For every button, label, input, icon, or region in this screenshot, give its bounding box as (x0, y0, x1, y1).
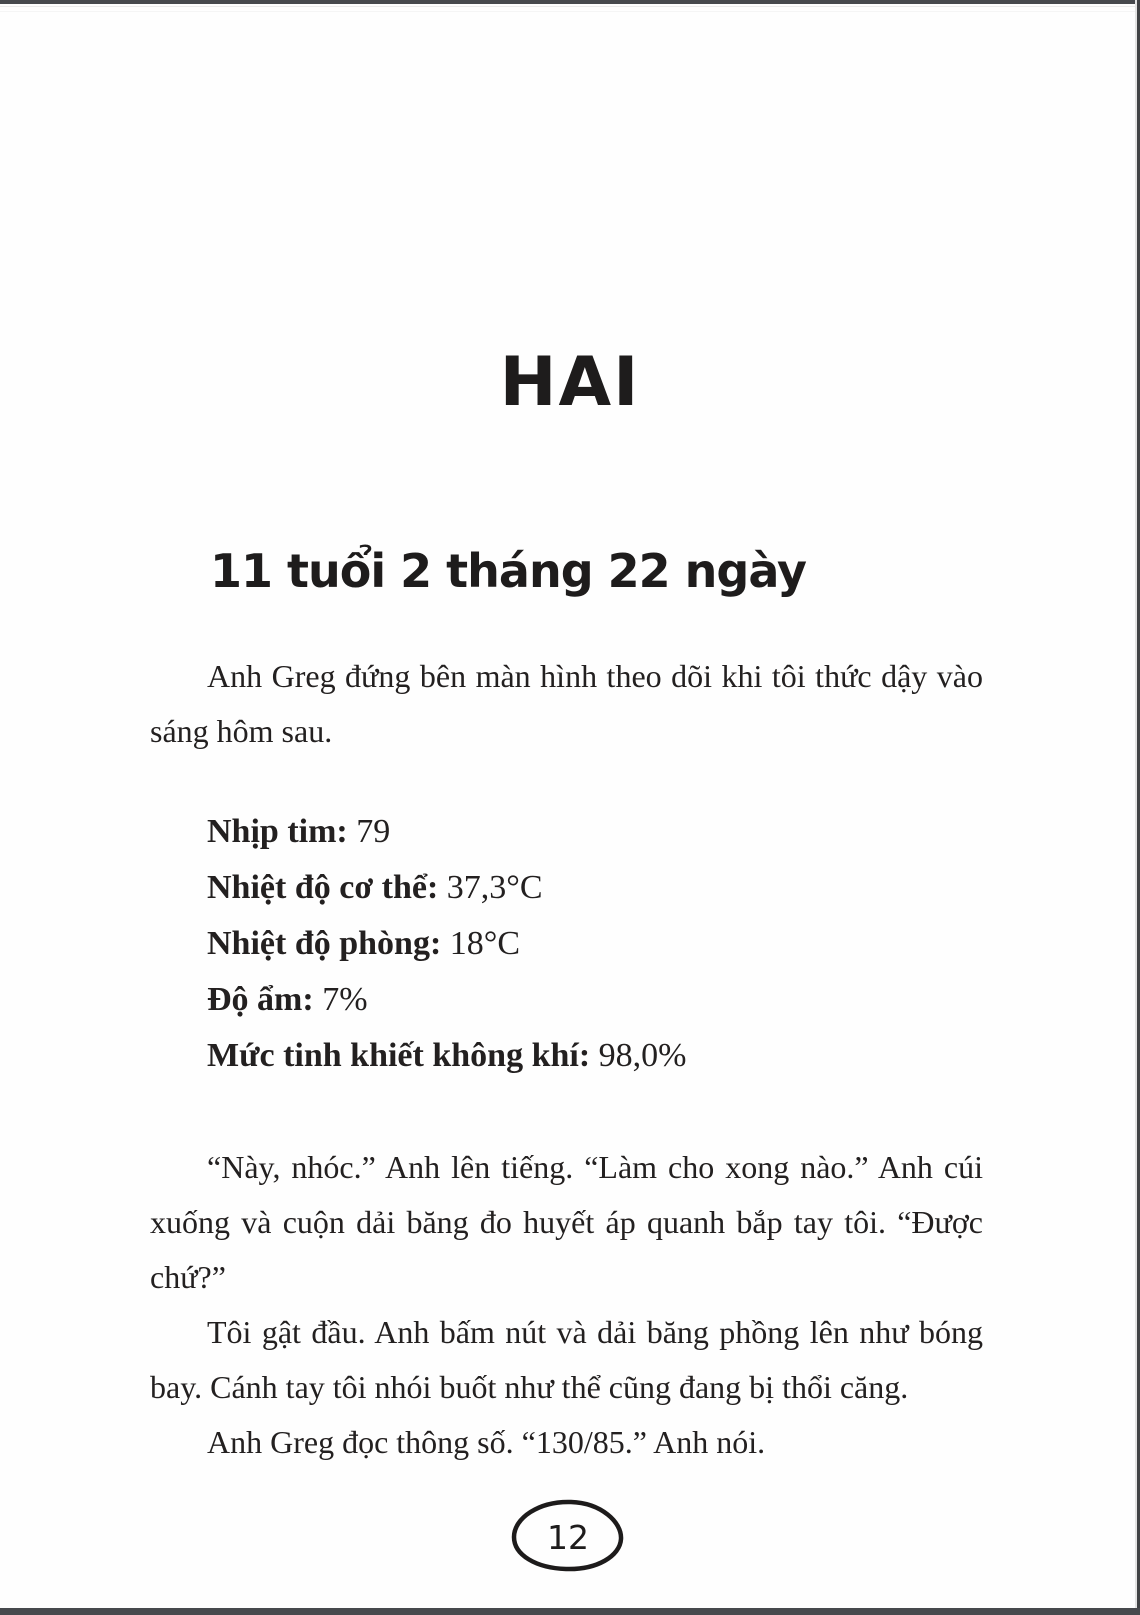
stat-humidity (207, 972, 687, 1028)
top-scan-line (0, 6, 1140, 7)
stat-value: 37,3°C (446, 869, 543, 906)
stat-value: 79 (356, 813, 391, 850)
vitals-list (207, 804, 687, 1084)
stat-air-purity (207, 1028, 687, 1084)
paragraph-narration: Tôi gật đầu. Anh bấm nút và dải băng phồng lên như bóng bay. Cánh tay tôi nhói buốt như thể cũng đang bị thổi căng. (150, 1314, 983, 1405)
chapter-subtitle: 11 tuổi 2 tháng 22 ngày (210, 544, 806, 598)
stat-label: Nhiệt độ cơ thể: (207, 869, 439, 906)
stat-value: 18°C (449, 925, 521, 962)
paragraph-dialogue: “Này, nhóc.” Anh lên tiếng. “Làm cho xong nào.” Anh cúi xuống và cuộn dải băng đo huyết áp quanh bắp tay tôi. “Được chứ?” (150, 1149, 983, 1295)
page-number: 12 (547, 1517, 589, 1557)
stat-room-temperature (207, 916, 687, 972)
stat-label: Độ ẩm: (207, 981, 314, 1018)
stat-body-temperature (207, 860, 687, 916)
stat-heart-rate (207, 804, 687, 860)
chapter-title: HAI (499, 343, 641, 422)
top-scan-line (0, 11, 1140, 12)
page-number-badge (509, 1498, 627, 1574)
paragraph-intro: Anh Greg đứng bên màn hình theo dõi khi tôi thức dậy vào sáng hôm sau. (150, 658, 983, 749)
stat-value: 98,0% (598, 1037, 687, 1074)
stat-value: 7% (322, 981, 368, 1018)
bottom-scan-edge (0, 1608, 1140, 1615)
story-text (150, 1140, 983, 1470)
paragraph-reading: Anh Greg đọc thông số. “130/85.” Anh nói. (207, 1424, 766, 1460)
stat-label: Mức tinh khiết không khí: (207, 1037, 591, 1074)
stat-label: Nhịp tim: (207, 813, 348, 850)
top-scan-edge (0, 0, 1140, 4)
stat-label: Nhiệt độ phòng: (207, 925, 442, 962)
